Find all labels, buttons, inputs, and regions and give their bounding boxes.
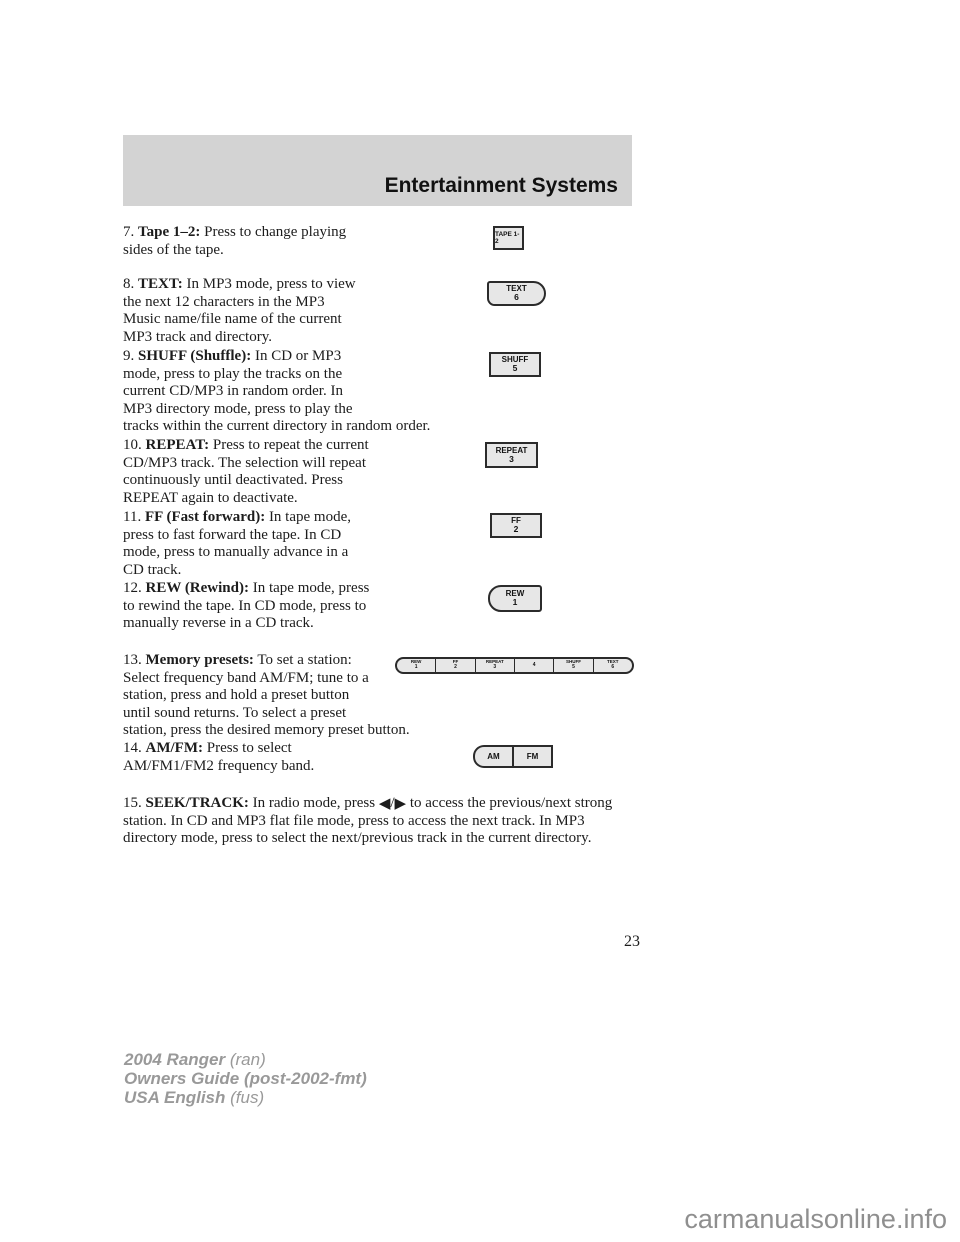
preset-button-6-graphic: TEXT 6 [593,659,632,672]
am-fm-buttons-graphic [473,745,553,768]
item-description: To set a station: Select frequency band AM/FM; tune to a station, press and hold a preset button until sound returns. To select a preset station, press the desired memory preset button. [123,652,410,738]
text-button-graphic [487,281,546,306]
memory-presets-graphic [395,657,634,674]
item-description: Press to change playing sides of the tape. [123,224,347,258]
page-number: 23 [624,933,640,950]
seek-forward-icon: ▶ [394,794,407,812]
item-label: Memory presets: [145,652,254,668]
preset-button-4-graphic: 4 [514,659,553,672]
seek-separator: / [390,795,395,811]
publication-footer [124,1051,367,1107]
item-number: 13. [123,652,142,668]
am-button-graphic: AM [473,745,513,768]
item-label: REPEAT: [145,437,210,453]
item-description: In tape mode, press to fast forward the tape. In CD mode, press to manually advance in a CD track. [123,509,351,578]
button-number: 3 [509,453,514,464]
item-number: 8. [123,276,135,292]
button-label: TEXT [506,284,527,294]
item-description: Press to select AM/FM1/FM2 frequency band. [123,740,315,774]
item-number: 11. [123,509,142,525]
manual-item-12 [123,580,635,652]
manual-item-15 [123,795,635,848]
item-number: 14. [123,740,142,756]
manual-item-7 [123,224,635,264]
item-label: SEEK/TRACK: [145,795,249,811]
repeat-button-graphic [485,442,538,468]
button-label: REW [505,589,525,599]
item-label: FF (Fast forward): [144,509,266,525]
item-number: 15. [123,795,142,811]
button-label: SHUFF [501,355,529,365]
footer-line: USA English (fus) [124,1087,265,1107]
rewind-button-graphic [488,585,542,612]
preset-button-1-graphic: REW 1 [410,659,422,671]
fm-button-graphic: FM [513,745,553,768]
item-description: Press to repeat the current CD/MP3 track. The selection will repeat continuously until deactivated. Press REPEAT again to deactivate. [123,437,369,506]
fast-forward-button-graphic [490,513,542,538]
preset-button-5-graphic: SHUFF 5 [553,659,592,672]
item-label: SHUFF (Shuffle): [138,348,252,364]
manual-item-8 [123,276,635,348]
tape-1-2-button-graphic [493,226,524,250]
button-number: 1 [512,597,518,608]
manual-item-11 [123,509,635,581]
item-number: 9. [123,348,135,364]
item-text [123,795,635,848]
item-description: In MP3 mode, press to view the next 12 characters in the MP3 Music name/file name of the current MP3 track and directory. [123,276,356,345]
preset-button-3-graphic: REPEAT 3 [475,659,514,672]
button-number: 2 [513,524,519,535]
item-number: 7. [123,224,135,240]
footer-line: Owners Guide (post-2002-fmt) [124,1068,367,1088]
shuffle-button-graphic [489,352,541,377]
item-description: In radio mode, press [252,795,376,811]
item-number: 12. [123,580,142,596]
button-label: TAPE 1-2 [495,230,520,245]
manual-item-9 [123,348,635,436]
item-description: In CD or MP3 mode, press to play the tracks on the current CD/MP3 in random order. In MP3 directory mode, press to play the tracks within the current directory in random order. [123,348,431,434]
preset-button-2-graphic: FF 2 [435,659,474,672]
item-label: Tape 1–2: [138,224,201,240]
seek-back-icon: ◀ [378,794,391,812]
item-label: AM/FM: [145,740,203,756]
manual-item-13 [123,652,635,740]
item-description: In tape mode, press to rewind the tape. In CD mode, press to manually reverse in a CD track. [123,580,370,631]
item-description-continued: to access the previous/next strong station. In CD and MP3 flat file mode, press to access the next track. In MP3 directory mode, press to select the next/previous track in the current directory. [123,795,613,846]
button-label: FF [511,516,521,526]
watermark-text: carmanualsonline.info [684,1204,947,1234]
section-header-bar [123,135,632,206]
manual-item-10 [123,437,635,507]
footer-line: 2004 Ranger (ran) [124,1050,266,1069]
item-label: TEXT: [138,276,183,292]
button-label: REPEAT [495,445,528,455]
manual-item-14 [123,740,635,780]
item-number: 10. [123,437,142,453]
page-title: Entertainment Systems [384,174,618,197]
button-number: 5 [512,363,518,374]
item-label: REW (Rewind): [145,580,249,596]
button-number: 6 [514,292,519,303]
